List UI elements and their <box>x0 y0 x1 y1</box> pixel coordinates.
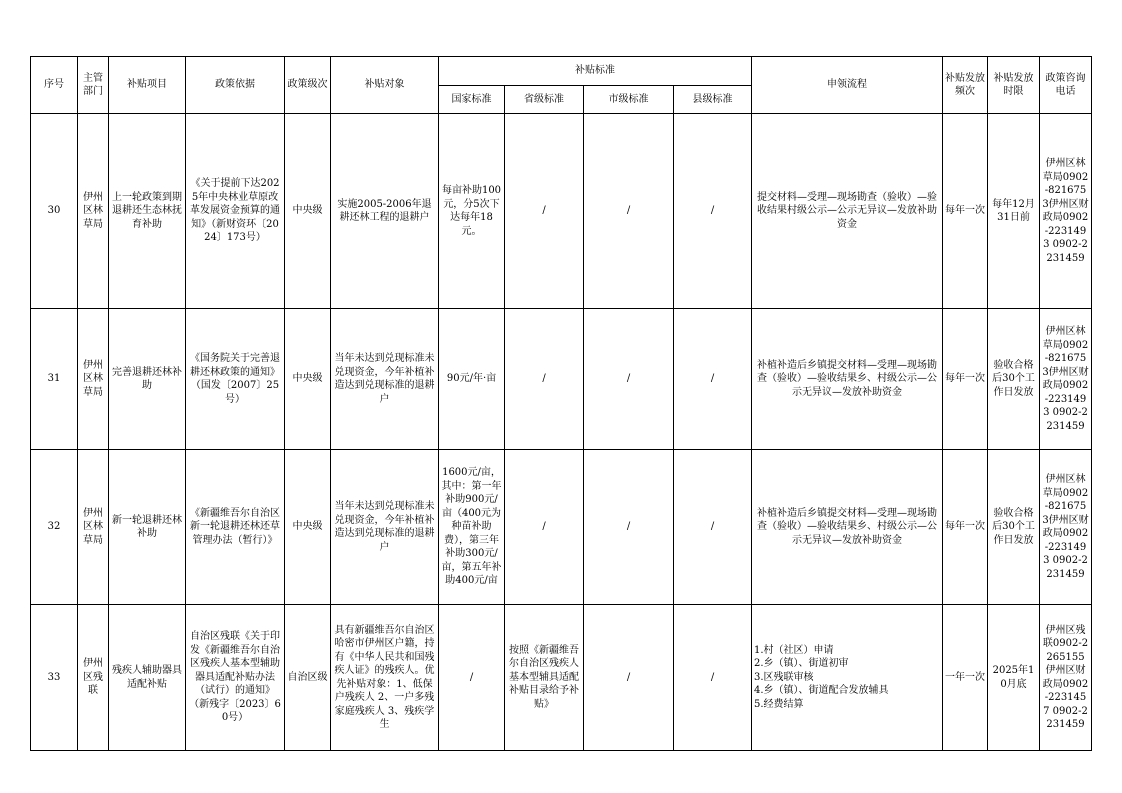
cell-national: 90元/年·亩 <box>439 309 505 450</box>
table-row <box>31 605 1092 751</box>
cell-department: 伊州区残联 <box>78 605 109 751</box>
cell-target: 实施2005-2006年退耕还林工程的退耕户 <box>331 114 439 309</box>
cell-seq: 33 <box>31 605 78 751</box>
cell-national: 每亩补助100元，分5次下达每年18元。 <box>439 114 505 309</box>
header-basis: 政策依据 <box>186 57 285 114</box>
cell-department: 伊州区林草局 <box>78 309 109 450</box>
cell-target: 当年未达到兑现标准未兑现资金，今年补植补造达到兑现标准的退耕户 <box>331 309 439 450</box>
cell-frequency: 每年一次 <box>943 309 988 450</box>
process-step: 4.乡（镇）、街道配合发放辅具 <box>754 685 889 697</box>
cell-phone: 伊州区林草局0902-8216753伊州区财政局0902-2231493 0902-2231459 <box>1040 114 1092 309</box>
header-phone: 政策咨询电话 <box>1040 57 1092 114</box>
header-deadline: 补贴发放时限 <box>988 57 1040 114</box>
cell-county: / <box>674 114 752 309</box>
table-row <box>31 450 1092 605</box>
cell-deadline: 每年12月31日前 <box>988 114 1040 309</box>
cell-provincial: / <box>505 450 584 605</box>
cell-process: 提交材料—受理—现场勘查（验收）—验收结果村级公示—公示无异议—发放补助资金 <box>752 114 943 309</box>
cell-national: 1600元/亩，其中：第一年补助900元/亩（400元为种苗补助费），第三年补助300元/亩，第五年补助400元/亩 <box>439 450 505 605</box>
cell-basis: 《关于提前下达2025年中央林业草原改革发展资金预算的通知》（新财资环〔2024〕173号） <box>186 114 285 309</box>
cell-frequency: 一年一次 <box>943 605 988 751</box>
cell-municipal: / <box>584 605 674 751</box>
cell-county: / <box>674 605 752 751</box>
cell-phone: 伊州区林草局0902-8216753伊州区财政局0902-2231493 0902-2231459 <box>1040 450 1092 605</box>
process-step: 5.经费结算 <box>754 698 804 710</box>
cell-frequency: 每年一次 <box>943 114 988 309</box>
cell-department: 伊州区林草局 <box>78 114 109 309</box>
header-process: 申领流程 <box>752 57 943 114</box>
cell-seq: 31 <box>31 309 78 450</box>
cell-deadline: 2025年10月底 <box>988 605 1040 751</box>
cell-basis: 《国务院关于完善退耕还林政策的通知》（国发〔2007〕25号） <box>186 309 285 450</box>
cell-county: / <box>674 450 752 605</box>
cell-deadline: 验收合格后30个工作日发放 <box>988 450 1040 605</box>
process-step: 3.区残联审核 <box>754 671 814 683</box>
cell-municipal: / <box>584 309 674 450</box>
table-row <box>31 309 1092 450</box>
cell-department: 伊州区林草局 <box>78 450 109 605</box>
cell-phone: 伊州区残联0902-2265155伊州区财政局0902-2231457 0902-2231459 <box>1040 605 1092 751</box>
cell-project: 新一轮退耕还林补助 <box>109 450 186 605</box>
header-project: 补贴项目 <box>109 57 186 114</box>
header-frequency: 补贴发放频次 <box>943 57 988 114</box>
process-step: 2.乡（镇）、街道初审 <box>754 658 849 670</box>
cell-target: 具有新疆维吾尔自治区哈密市伊州区户籍，持有《中华人民共和国残疾人证》的残疾人。优先补贴对象：1、低保户残疾人 2、一户多残家庭残疾人 3、残疾学生 <box>331 605 439 751</box>
cell-seq: 30 <box>31 114 78 309</box>
cell-project: 完善退耕还林补助 <box>109 309 186 450</box>
header-target: 补贴对象 <box>331 57 439 114</box>
cell-level: 中央级 <box>285 309 331 450</box>
cell-level: 中央级 <box>285 450 331 605</box>
cell-provincial: 按照《新疆维吾尔自治区残疾人基本型辅具适配补贴目录给予补贴》 <box>505 605 584 751</box>
cell-municipal: / <box>584 114 674 309</box>
cell-target: 当年未达到兑现标准未兑现资金，今年补植补造达到兑现标准的退耕户 <box>331 450 439 605</box>
cell-level: 自治区级 <box>285 605 331 751</box>
cell-county: / <box>674 309 752 450</box>
cell-basis: 自治区残联《关于印发《新疆维吾尔自治区残疾人基本型辅助器具适配补贴办法（试行）的通知》（新残字〔2023〕60号） <box>186 605 285 751</box>
cell-project: 上一轮政策到期退耕还生态林抚育补助 <box>109 114 186 309</box>
cell-deadline: 验收合格后30个工作日发放 <box>988 309 1040 450</box>
process-step: 1.村（社区）申请 <box>754 644 834 656</box>
header-national: 国家标准 <box>439 86 505 114</box>
header-municipal: 市级标准 <box>584 86 674 114</box>
header-county: 县级标准 <box>674 86 752 114</box>
cell-process <box>752 605 943 751</box>
table-row <box>31 114 1092 309</box>
cell-frequency: 每年一次 <box>943 450 988 605</box>
cell-basis: 《新疆维吾尔自治区新一轮退耕还林还草管理办法（暂行）》 <box>186 450 285 605</box>
cell-project: 残疾人辅助器具适配补贴 <box>109 605 186 751</box>
cell-process: 补植补造后乡镇提交材料—受理—现场勘查（验收）—验收结果乡、村级公示—公示无异议—发放补助资金 <box>752 450 943 605</box>
header-standard: 补贴标准 <box>439 57 752 86</box>
header-provincial: 省级标准 <box>505 86 584 114</box>
cell-provincial: / <box>505 114 584 309</box>
cell-national: / <box>439 605 505 751</box>
header-seq: 序号 <box>31 57 78 114</box>
header-level: 政策级次 <box>285 57 331 114</box>
cell-seq: 32 <box>31 450 78 605</box>
cell-process: 补植补造后乡镇提交材料—受理—现场勘查（验收）—验收结果乡、村级公示—公示无异议—发放补助资金 <box>752 309 943 450</box>
cell-municipal: / <box>584 450 674 605</box>
header-department: 主管部门 <box>78 57 109 114</box>
subsidy-table <box>30 56 1092 751</box>
cell-level: 中央级 <box>285 114 331 309</box>
cell-phone: 伊州区林草局0902-8216753伊州区财政局0902-2231493 0902-2231459 <box>1040 309 1092 450</box>
cell-provincial: / <box>505 309 584 450</box>
